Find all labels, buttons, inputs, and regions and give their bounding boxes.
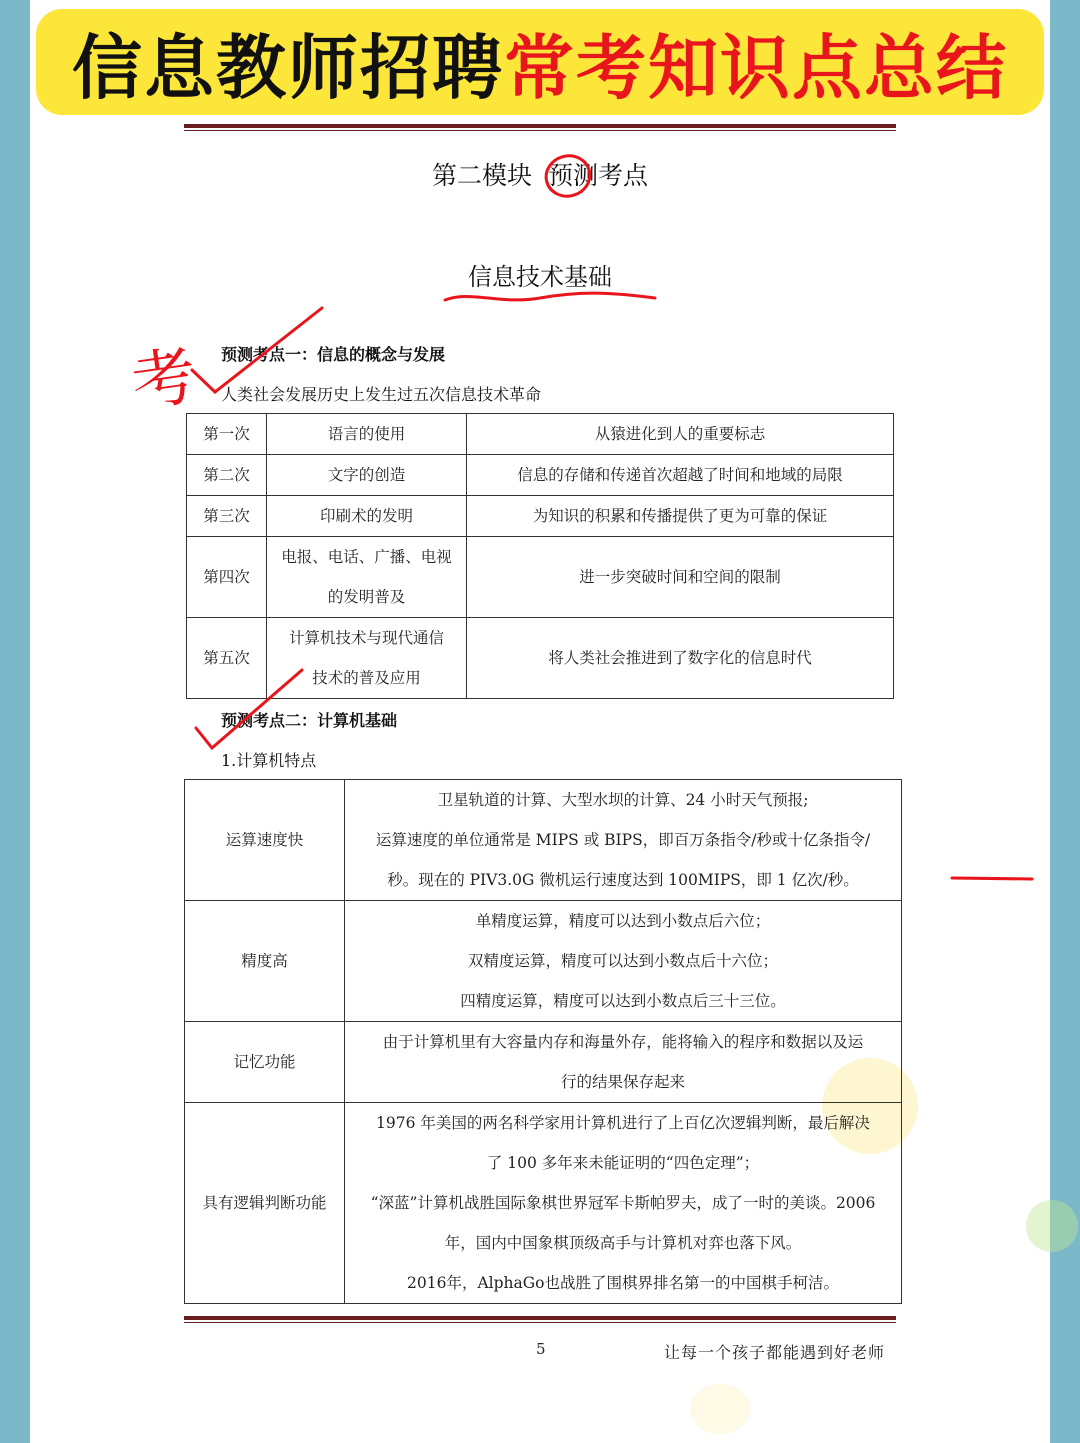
table-row — [185, 901, 902, 1022]
cell-meaning: 进一步突破时间和空间的限制 — [467, 537, 894, 618]
computer-features-table — [184, 779, 902, 1304]
cell-event: 文字的创造 — [267, 455, 467, 496]
table-row — [185, 780, 902, 901]
desc-line: 秒。现在的 PIV3.0G 微机运行速度达到 100MIPS，即 1 亿次/秒。 — [387, 871, 859, 889]
page-number: 5 — [536, 1340, 546, 1358]
table-row — [187, 496, 894, 537]
cell-feature-name: 运算速度快 — [185, 780, 345, 901]
desc-line: 了 100 多年来未能证明的“四色定理”； — [486, 1154, 760, 1172]
cell-feature-desc — [345, 1103, 902, 1304]
cell-event-line: 技术的普及应用 — [312, 669, 421, 687]
point1-heading: 预测考点一：信息的概念与发展 — [221, 345, 446, 364]
cell-event: 语言的使用 — [267, 414, 467, 455]
desc-line: 单精度运算，精度可以达到小数点后六位； — [475, 912, 771, 930]
handwritten-char: 考 — [127, 339, 201, 422]
cell-order: 第一次 — [187, 414, 267, 455]
header-rule — [184, 124, 896, 128]
revolution-table — [186, 413, 894, 699]
banner-title-red: 常考知识点总结 — [504, 26, 1008, 109]
desc-line: 年，国内中国象棋顶级高手与计算机对弈也落下风。 — [444, 1234, 802, 1252]
table-row — [187, 618, 894, 699]
header-rule-thin — [184, 130, 896, 131]
desc-line: 1976 年美国的两名科学家用计算机进行了上百亿次逻辑判断，最后解决 — [376, 1114, 870, 1132]
cell-event: 印刷术的发明 — [267, 496, 467, 537]
cell-order: 第四次 — [187, 537, 267, 618]
desc-line: 卫星轨道的计算、大型水坝的计算、24 小时天气预报; — [437, 791, 809, 809]
table-row — [187, 537, 894, 618]
cell-meaning: 将人类社会推进到了数字化的信息时代 — [467, 618, 894, 699]
desc-line: 由于计算机里有大容量内存和海量外存，能将输入的程序和数据以及运 — [382, 1033, 864, 1051]
cell-event-line: 计算机技术与现代通信 — [288, 629, 444, 647]
footer-rule — [184, 1316, 896, 1320]
cell-meaning: 从猿进化到人的重要标志 — [467, 414, 894, 455]
footer-slogan: 让每一个孩子都能遇到好老师 — [664, 1343, 886, 1362]
point2-sub: 1.计算机特点 — [221, 751, 317, 770]
cell-event-line: 电报、电话、广播、电视 — [281, 548, 452, 566]
module-title: 第二模块 预测考点 — [432, 161, 648, 190]
banner-title-black: 信息教师招聘 — [72, 26, 504, 109]
section-title: 信息技术基础 — [468, 263, 612, 291]
desc-line: 2016年，AlphaGo也战胜了围棋界排名第一的中国棋手柯洁。 — [407, 1274, 839, 1292]
desc-line: 行的结果保存起来 — [560, 1073, 685, 1091]
desc-line: “深蓝”计算机战胜国际象棋世界冠军卡斯帕罗夫，成了一时的美谈。2006 — [370, 1194, 876, 1212]
table-row — [185, 1022, 902, 1103]
cell-order: 第三次 — [187, 496, 267, 537]
cell-meaning: 信息的存储和传递首次超越了时间和地域的局限 — [467, 455, 894, 496]
cell-order: 第二次 — [187, 455, 267, 496]
cell-feature-name: 具有逻辑判断功能 — [185, 1103, 345, 1304]
table-row — [187, 414, 894, 455]
title-banner — [36, 9, 1044, 115]
desc-line: 四精度运算，精度可以达到小数点后三十三位。 — [460, 992, 786, 1010]
desc-line: 运算速度的单位通常是 MIPS 或 BIPS，即百万条指令/秒或十亿条指令/ — [375, 831, 871, 849]
desc-line: 双精度运算，精度可以达到小数点后十六位； — [467, 952, 778, 970]
cell-meaning: 为知识的积累和传播提供了更为可靠的保证 — [467, 496, 894, 537]
point1-intro: 人类社会发展历史上发生过五次信息技术革命 — [221, 385, 542, 404]
footer-rule-thin — [184, 1322, 896, 1323]
decor-circle — [1026, 1200, 1078, 1252]
cell-feature-name: 记忆功能 — [185, 1022, 345, 1103]
cell-event — [267, 618, 467, 699]
cell-feature-desc — [345, 780, 902, 901]
cell-event — [267, 537, 467, 618]
cell-order: 第五次 — [187, 618, 267, 699]
point2-heading: 预测考点二：计算机基础 — [221, 711, 398, 730]
cell-event-line: 的发明普及 — [327, 588, 406, 606]
table-row — [187, 455, 894, 496]
cell-feature-desc — [345, 1022, 902, 1103]
decor-circle — [690, 1384, 750, 1434]
cell-feature-desc — [345, 901, 902, 1022]
table-row — [185, 1103, 902, 1304]
cell-feature-name: 精度高 — [185, 901, 345, 1022]
